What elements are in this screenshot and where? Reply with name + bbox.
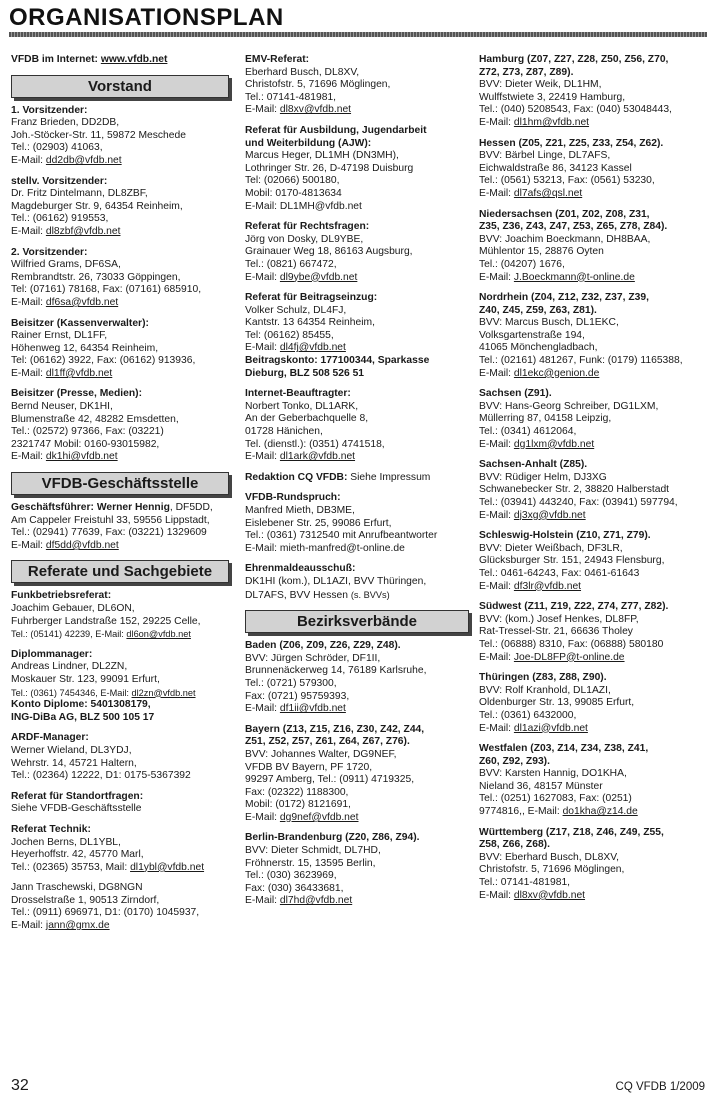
- issue-label: CQ VFDB 1/2009: [615, 1081, 705, 1093]
- text-line: Tel.: (06888) 8310, Fax: (06888) 580180: [479, 638, 664, 650]
- email-link[interactable]: dl1ekc@genion.de: [513, 367, 600, 379]
- entry-heading: Südwest (Z11, Z19, Z22, Z74, Z77, Z82).: [479, 601, 669, 613]
- entry-standort: Referat für Standortfragen: Siehe VFDB-Geschäftsstelle: [11, 791, 233, 816]
- entry-heading: Württemberg (Z17, Z18, Z46, Z49, Z55,: [479, 826, 664, 838]
- email-label: E-Mail:: [11, 451, 46, 463]
- text-line: Rembrandtstr. 26, 73033 Göppingen,: [11, 271, 181, 283]
- email-line: [479, 510, 709, 523]
- email-label: E-Mail:: [479, 271, 514, 283]
- text-line: Blumenstraße 42, 48282 Emsdetten,: [11, 413, 179, 425]
- entry-heading: Z51, Z52, Z57, Z61, Z64, Z67, Z76).: [245, 736, 410, 748]
- email-link[interactable]: dl8xv@vfdb.net: [279, 104, 352, 116]
- entry: [11, 388, 233, 464]
- entry: [479, 209, 709, 285]
- text-line: Heyerhoffstr. 42, 45770 Marl,: [11, 849, 144, 861]
- text-line: Wulffstwiete 3, 22419 Hamburg,: [479, 91, 626, 103]
- text-line: Tel: (06162) 3922, Fax: (06162) 913936,: [11, 355, 196, 367]
- email-link[interactable]: do1kha@z14.de: [562, 806, 638, 818]
- text-line: Moskauer Str. 123, 99091 Erfurt,: [11, 673, 160, 685]
- email-link[interactable]: J.Boeckmann@t-online.de: [513, 271, 635, 283]
- text-line: Fuhrberger Landstraße 152, 29225 Celle,: [11, 615, 201, 627]
- email-link[interactable]: dl8zbf@vfdb.net: [45, 225, 121, 237]
- email-label: E-Mail:: [479, 722, 514, 734]
- text-line: Eberhard Busch, DL8XV,: [245, 66, 360, 78]
- email-link[interactable]: dl6on@vfdb.net: [126, 629, 191, 640]
- entry-heading: Z60, Z92, Z93).: [479, 755, 550, 767]
- entry: [479, 459, 709, 522]
- text-line: BVV: Dieter Weik, DL1HM,: [479, 79, 602, 91]
- email-link[interactable]: df1ii@vfdb.net: [279, 703, 346, 715]
- email-link[interactable]: dj3xg@vfdb.net: [513, 509, 586, 521]
- geschaeftsstelle-entry: Geschäftsführer: Werner Hennig, DF5DD, Am Cappeler Freistuhl 33, 59556 Lippstadt, Tel.: (02941) 77639, Fax: (03221) 1329609 E-Mail: df5dd@vfdb.net: [11, 502, 233, 552]
- entry: [245, 724, 473, 825]
- entry: [245, 832, 473, 908]
- text-line: Rainer Ernst, DL1FF,: [11, 330, 108, 342]
- email-link[interactable]: dl1hm@vfdb.net: [513, 116, 590, 128]
- entry-ardf: ARDF-Manager: Werner Wieland, DL3YDJ, Wehrstr. 14, 45721 Haltern, Tel.: (02364) 12222, D1: 0175-5367392: [11, 732, 233, 782]
- web-link[interactable]: www.vfdb.net: [100, 54, 168, 65]
- entry-heading: 1. Vorsitzender:: [11, 104, 88, 116]
- text-line: Tel.: (02941) 77639, Fax: (03221) 1329609: [11, 527, 207, 539]
- text-line: Magdeburger Str. 9, 64354 Reinheim,: [11, 200, 183, 212]
- text-line: Tel.: (030) 3623969,: [245, 870, 337, 882]
- entry-heading: 2. Vorsitzender:: [11, 246, 88, 258]
- entry-ausbildung: [245, 125, 473, 213]
- email-link[interactable]: dl1ff@vfdb.net: [45, 367, 113, 379]
- text-line: E-Mail: mieth-manfred@t-online.de: [245, 542, 405, 554]
- email-label: E-Mail:: [11, 296, 46, 308]
- text-line: Tel.: 07141-481981,: [245, 91, 337, 103]
- entry-heading: Thüringen (Z83, Z88, Z90).: [479, 672, 607, 684]
- text-line: Grainauer Weg 18, 86163 Augsburg,: [245, 246, 413, 258]
- column-2: [245, 54, 473, 916]
- entry-heading: Sachsen (Z91).: [479, 388, 552, 400]
- entry-beitrag: Referat für Beitragseinzug: Volker Schulz, DL4FJ, Kantstr. 13 64354 Reinheim, Tel: (06162) 85455, E-Mail: dl4fj@vfdb.net Beitragskonto: 177100344, Sparkasse Dieburg, BLZ 508 526 51: [245, 292, 473, 380]
- email-link[interactable]: dl8xv@vfdb.net: [513, 889, 586, 901]
- title-rule: [9, 32, 707, 37]
- text-line: Franz Brieden, DD2DB,: [11, 117, 120, 129]
- text-line: BVV: Hans-Georg Schreiber, DG1LXM,: [479, 400, 659, 412]
- entry-heading: Niedersachsen (Z01, Z02, Z08, Z31,: [479, 208, 650, 220]
- email-label: E-Mail:: [479, 187, 514, 199]
- text-line: Jörg von Dosky, DL9YBE,: [245, 233, 364, 245]
- text-line: Rat-Tressel-Str. 21, 66636 Tholey: [479, 626, 633, 638]
- email-link[interactable]: dg1lxm@vfdb.net: [513, 438, 595, 450]
- text-line: Siehe VFDB-Geschäftsstelle: [11, 803, 142, 815]
- text-line: Tel.: (0341) 4612064,: [479, 426, 577, 438]
- entry-rundspruch: VFDB-Rundspruch: Manfred Mieth, DB3ME, Eislebener Str. 25, 99086 Erfurt, Tel.: (0361) 7312540 mit Anrufbeantworter E-Mail: mieth-manfred@t-online.de: [245, 492, 473, 555]
- email-link[interactable]: df5dd@vfdb.net: [45, 539, 119, 551]
- email-line: [11, 226, 233, 239]
- text-line: VFDB BV Bayern, PF 1720,: [245, 761, 373, 773]
- email-line: [479, 117, 709, 130]
- email-link[interactable]: df3lr@vfdb.net: [513, 580, 582, 592]
- text-line: Tel.: (0821) 667472,: [245, 258, 337, 270]
- text-line: Tel.: (0561) 53213, Fax: (0561) 53230,: [479, 175, 655, 187]
- entry-internet: Internet-Beauftragter: Norbert Tonko, DL1ARK, An der Geberbachquelle 8, 01728 Hänichen, Tel. (dienstl.): (0351) 4741518, E-Mail: dl1ark@vfdb.net: [245, 388, 473, 464]
- text-line: Mobil: (0172) 8121691,: [245, 799, 351, 811]
- entry-heading: Beisitzer (Kassenverwalter):: [11, 317, 149, 329]
- email-line: [11, 155, 233, 168]
- entry-heading: Z40, Z45, Z59, Z63, Z81).: [479, 304, 597, 316]
- entry: [479, 292, 709, 380]
- email-line: [479, 581, 709, 594]
- entry: [479, 601, 709, 664]
- entry-heading: Bayern (Z13, Z15, Z16, Z30, Z42, Z44,: [245, 723, 425, 735]
- email-label: E-Mail:: [11, 367, 46, 379]
- text-line: 41065 Mönchengladbach,: [479, 342, 598, 354]
- entry-heading: Beisitzer (Presse, Medien):: [11, 388, 143, 400]
- text-line: Jann Traschewski, DG8NGN: [11, 882, 143, 894]
- text-line: BVV: Marcus Busch, DL1EKC,: [479, 317, 619, 329]
- entry-emv: EMV-Referat: Eberhard Busch, DL8XV, Christofstr. 5, 71696 Möglingen, Tel.: 07141-481981, E-Mail: dl8xv@vfdb.net: [245, 54, 473, 117]
- text-line: BVV: Eberhard Busch, DL8XV,: [479, 851, 620, 863]
- section-band-bezirke: Bezirksverbände: [245, 610, 469, 633]
- email-link[interactable]: dl9ybe@vfdb.net: [279, 271, 358, 283]
- text-line: Tel.: (02364) 12222, D1: 0175-5367392: [11, 770, 191, 782]
- entry: [11, 105, 233, 168]
- entry: [479, 743, 709, 819]
- entry-heading: Z35, Z36, Z43, Z47, Z53, Z65, Z78, Z84).: [479, 221, 668, 233]
- email-link[interactable]: dk1hi@vfdb.net: [45, 451, 118, 463]
- email-label: E-Mail:: [479, 580, 514, 592]
- text-line: BVV: Bärbel Linge, DL7AFS,: [479, 150, 611, 162]
- entry-heading: Schleswig-Holstein (Z10, Z71, Z79).: [479, 530, 651, 542]
- text-line: Tel.: 0461-64243, Fax: 0461-61643: [479, 567, 640, 579]
- text-line: Referat für Ausbildung, Jugendarbeit: [245, 124, 427, 136]
- text-line: Tel.: (03941) 443240, Fax: (03941) 597794,: [479, 497, 678, 508]
- entry-redaktion: Redaktion CQ VFDB: Siehe Impressum: [245, 471, 431, 483]
- text-line: Wilfried Grams, DF6SA,: [11, 259, 121, 271]
- text-line: Werner Wieland, DL3YDJ,: [11, 744, 132, 756]
- email-line: [479, 723, 709, 736]
- text-line: Manfred Mieth, DB3ME,: [245, 505, 355, 516]
- text-line: Dr. Fritz Dintelmann, DL8ZBF,: [11, 188, 148, 200]
- column-3: [479, 54, 709, 910]
- email-label: 9774816,, E-Mail:: [479, 806, 563, 818]
- text-line: BVV: Dieter Weißbach, DF3LR,: [479, 542, 623, 554]
- text-line: 99297 Amberg, Tel.: (0911) 4719325,: [245, 774, 415, 786]
- email-line: [479, 272, 709, 285]
- entry: [11, 318, 233, 381]
- text-line: ING-DiBa AG, BLZ 500 105 17: [11, 711, 155, 723]
- entry: [479, 388, 709, 451]
- email-line: [245, 895, 473, 908]
- text-line: Nieland 36, 48157 Münster: [479, 780, 603, 792]
- email-label: E-Mail:: [479, 651, 514, 663]
- text-line: Wehrstr. 14, 45721 Haltern,: [11, 757, 137, 769]
- entry-funkbetrieb: Funkbetriebsreferat: Joachim Gebauer, DL6ON, Fuhrberger Landstraße 152, 29225 Celle, Tel.: (05141) 42239, E-Mail: dl6on@vfdb.net: [11, 590, 233, 640]
- entry: [245, 640, 473, 716]
- section-band-geschaeftsstelle: VFDB-Geschäftsstelle: [11, 472, 229, 495]
- text-line: 2321747 Mobil: 0160-93015982,: [11, 438, 160, 450]
- email-line: [479, 439, 709, 452]
- entry-diplom: Diplommanager: Andreas Lindner, DL2ZN, Moskauer Str. 123, 99091 Erfurt, Tel.: (0361) 7454346, E-Mail: dl2zn@vfdb.net Konto Diplome: 5401308179, ING-DiBa AG, BLZ 500 105 17: [11, 649, 233, 725]
- text-line: Tel: (07161) 78168, Fax: (07161) 685910,: [11, 284, 202, 296]
- entry-heading: Z72, Z73, Z87, Z89).: [479, 66, 574, 78]
- text-line: Lothringer Str. 26, D-47198 Duisburg: [245, 162, 414, 174]
- entry-heading: Nordrhein (Z04, Z12, Z32, Z37, Z39,: [479, 292, 649, 304]
- text-line: 01728 Hänichen,: [245, 426, 323, 438]
- entry-heading: Hamburg (Z07, Z27, Z28, Z50, Z56, Z70,: [479, 54, 669, 65]
- email-label: E-Mail:: [11, 225, 46, 237]
- text-line: Tel.: (02572) 97366, Fax: (03221): [11, 426, 164, 438]
- text-line: Jochen Berns, DL1YBL,: [11, 836, 121, 848]
- email-link[interactable]: dg9nef@vfdb.net: [279, 811, 359, 823]
- text-line: An der Geberbachquelle 8,: [245, 413, 369, 425]
- text-line: BVV: Rolf Kranhold, DL1AZI,: [479, 684, 611, 696]
- text-line: Dieburg, BLZ 508 526 51: [245, 367, 365, 379]
- email-line: [479, 652, 709, 665]
- text-line: Tel.: (02161) 481267, Funk: (0179) 1165388,: [479, 355, 683, 367]
- bezirke-list-c2: [245, 640, 473, 908]
- page-title: ORGANISATIONSPLAN: [9, 4, 284, 31]
- email-link[interactable]: df6sa@vfdb.net: [45, 296, 119, 308]
- text-line: Eislebener Str. 25, 99086 Erfurt,: [245, 517, 392, 529]
- text-line: Tel.: (0361) 7312540 mit Anrufbeantworter: [245, 530, 438, 542]
- entry-technik: Referat Technik: Jochen Berns, DL1YBL, Heyerhoffstr. 42, 45770 Marl, Tel.: (02365) 35753, Mail: dl1ybl@vfdb.net: [11, 824, 233, 874]
- text-line: BVV: Rüdiger Helm, DJ3XG: [479, 471, 607, 483]
- email-label: E-Mail:: [479, 367, 514, 379]
- text-line: Am Cappeler Freistuhl 33, 59556 Lippstadt,: [11, 514, 210, 526]
- text-line: Fax: (030) 36433681,: [245, 882, 344, 894]
- text-line: BVV: Karsten Hannig, DO1KHA,: [479, 768, 627, 780]
- text-line: Volker Schulz, DL4FJ,: [245, 304, 347, 316]
- text-line: Christofstr. 5, 71696 Möglingen,: [245, 79, 391, 91]
- email-link[interactable]: dl1ybl@vfdb.net: [130, 861, 205, 873]
- text-line: BVV: Johannes Walter, DG9NEF,: [245, 748, 397, 760]
- text-line: Oldenburger Str. 13, 99085 Erfurt,: [479, 697, 635, 709]
- text-line: Eichwaldstraße 86, 34123 Kassel: [479, 162, 632, 174]
- email-line: [11, 368, 233, 381]
- text-line: Tel.: (0251) 1627083, Fax: (0251): [479, 793, 632, 805]
- text-line: Tel.: (06162) 919553,: [11, 213, 109, 225]
- email-line: [11, 451, 233, 464]
- text-line: Kantstr. 13 64354 Reinheim,: [245, 317, 375, 329]
- text-line: Tel.: (0911) 696971, D1: (0170) 1045937,: [11, 907, 200, 919]
- email-label: E-Mail:: [479, 438, 514, 450]
- text-line: Konto Diplome: 5401308179,: [11, 699, 151, 711]
- text-line: Tel.: 07141-481981,: [479, 877, 571, 889]
- entry-ehren: Ehrenmaldeausschuß: DK1HI (kom.), DL1AZI, BVV Thüringen, DL7AFS, BVV Hessen (s. BVVs): [245, 563, 473, 602]
- text-line: Drosselstraße 1, 90513 Zirndorf,: [11, 894, 160, 906]
- section-band-vorstand: Vorstand: [11, 75, 229, 98]
- vorstand-list: [11, 105, 233, 464]
- email-label: E-Mail:: [11, 154, 46, 166]
- email-label: E-Mail:: [479, 116, 514, 128]
- text-line: Volksgartenstraße 194,: [479, 329, 585, 341]
- text-line: BVV: Joachim Boeckmann, DH8BAA,: [479, 233, 651, 245]
- email-line: [11, 297, 233, 310]
- text-line: Marcus Heger, DL1MH (DN3MH),: [245, 150, 399, 162]
- entry: [11, 176, 233, 239]
- entry-heading: Westfalen (Z03, Z14, Z34, Z38, Z41,: [479, 743, 649, 755]
- entry-jann: Jann Traschewski, DG8NGN Drosselstraße 1, 90513 Zirndorf, Tel.: (0911) 696971, D1: (0170) 1045937, E-Mail: jann@gmx.de: [11, 882, 233, 932]
- email-link[interactable]: dd2db@vfdb.net: [45, 154, 122, 166]
- text-line: Fröhnerstr. 15, 13595 Berlin,: [245, 857, 376, 869]
- email-line: [245, 812, 473, 825]
- text-line: Müllerring 87, 04158 Leipzig,: [479, 413, 612, 425]
- email-label: E-Mail:: [479, 509, 514, 521]
- email-line: [479, 368, 709, 381]
- entry-heading: Baden (Z06, Z09, Z26, Z29, Z48).: [245, 640, 401, 652]
- email-label: E-Mail:: [245, 703, 280, 715]
- geschaeftsstelle-lines: [11, 515, 233, 540]
- entry-heading: Berlin-Brandenburg (Z20, Z86, Z94).: [245, 832, 420, 844]
- text-line: Glücksburger Str. 151, 24943 Flensburg,: [479, 555, 665, 567]
- text-line: Tel.: (0721) 579300,: [245, 677, 337, 689]
- email-line: [479, 806, 709, 819]
- section-band-referate: Referate und Sachgebiete: [11, 560, 229, 583]
- entry: [479, 54, 709, 130]
- text-line: Norbert Tonko, DL1ARK,: [245, 400, 359, 412]
- entry: [11, 247, 233, 310]
- entry: [479, 530, 709, 593]
- text-line: Schwanebecker Str. 2, 38820 Halberstadt: [479, 484, 670, 496]
- email-label: E-Mail:: [479, 889, 514, 901]
- email-link[interactable]: Joe-DL8FP@t-online.de: [513, 651, 625, 663]
- entry-heading: stellv. Vorsitzender:: [11, 175, 108, 187]
- text-line: DK1HI (kom.), DL1AZI, BVV Thüringen,: [245, 575, 427, 587]
- text-line: Höhenweg 12, 64354 Reinheim,: [11, 342, 159, 354]
- entry-heading: Z58, Z66, Z68).: [479, 839, 550, 851]
- entry-heading: Hessen (Z05, Z21, Z25, Z33, Z54, Z62).: [479, 137, 664, 149]
- text-line: Tel.: (04207) 1676,: [479, 258, 565, 270]
- email-link[interactable]: dl4fj@vfdb.net: [279, 342, 346, 354]
- text-line: Mühlentor 15, 28876 Oyten: [479, 246, 604, 258]
- text-line: Fax: (0721) 95759393,: [245, 690, 350, 702]
- column-1: [11, 54, 233, 941]
- text-line: Fax: (02322) 1188300,: [245, 786, 349, 798]
- text-line: BVV: Dieter Schmidt, DL7HD,: [245, 845, 381, 857]
- entry: [479, 672, 709, 735]
- text-line: BVV: (kom.) Josef Henkes, DL8FP,: [479, 613, 639, 625]
- text-line: Tel.: (02903) 41063,: [11, 142, 103, 154]
- entry-heading: Sachsen-Anhalt (Z85).: [479, 459, 588, 471]
- email-link[interactable]: dl1azi@vfdb.net: [513, 722, 588, 734]
- text-line: Tel: (02066) 500180,: [245, 175, 340, 187]
- text-line: Tel: (06162) 85455,: [245, 329, 334, 341]
- text-line: Andreas Lindner, DL2ZN,: [11, 661, 128, 673]
- text-line: Beitragskonto: 177100344, Sparkasse: [245, 355, 430, 367]
- email-line: [479, 188, 709, 201]
- text-line: E-Mail: DL1MH@vfdb.net: [245, 200, 362, 212]
- email-link[interactable]: jann@gmx.de: [45, 920, 110, 932]
- text-line: BVV: Jürgen Schröder, DF1II,: [245, 652, 381, 664]
- email-line: [479, 890, 709, 903]
- text-line: Tel.: (040) 5208543, Fax: (040) 53048443,: [479, 104, 672, 116]
- email-link[interactable]: dl7hd@vfdb.net: [279, 895, 353, 907]
- entry: [479, 827, 709, 903]
- entry-recht: Referat für Rechtsfragen: Jörg von Dosky, DL9YBE, Grainauer Weg 18, 86163 Augsburg, Tel.: (0821) 667472, E-Mail: dl9ybe@vfdb.net: [245, 221, 473, 284]
- email-label: E-Mail:: [245, 895, 280, 907]
- text-line: Joh.-Stöcker-Str. 11, 59872 Meschede: [11, 129, 186, 141]
- text-line: Joachim Gebauer, DL6ON,: [11, 603, 135, 614]
- text-line: Tel. (dienstl.): (0351) 4741518,: [245, 438, 385, 450]
- text-line: Christofstr. 5, 71696 Möglingen,: [479, 864, 625, 876]
- text-line: Bernd Neuser, DK1HI,: [11, 401, 113, 413]
- page-number: 32: [11, 1077, 29, 1094]
- bezirke-list-c3: [479, 54, 709, 902]
- text-line: Mobil: 0170-4813634: [245, 187, 342, 199]
- email-label: E-Mail:: [245, 811, 280, 823]
- text-line: und Weiterbildung (AJW):: [245, 137, 372, 149]
- email-link[interactable]: dl7afs@qsl.net: [513, 187, 583, 199]
- email-line: [245, 703, 473, 716]
- entry: [479, 138, 709, 201]
- email-link[interactable]: dl1ark@vfdb.net: [279, 451, 356, 463]
- text-line: Brunnenäckerweg 14, 76189 Karlsruhe,: [245, 665, 427, 677]
- text-line: Tel.: (0361) 6432000,: [479, 709, 577, 721]
- email-link[interactable]: dl2zn@vfdb.net: [131, 687, 196, 698]
- web-line: VFDB im Internet: www.vfdb.net: [11, 54, 168, 65]
